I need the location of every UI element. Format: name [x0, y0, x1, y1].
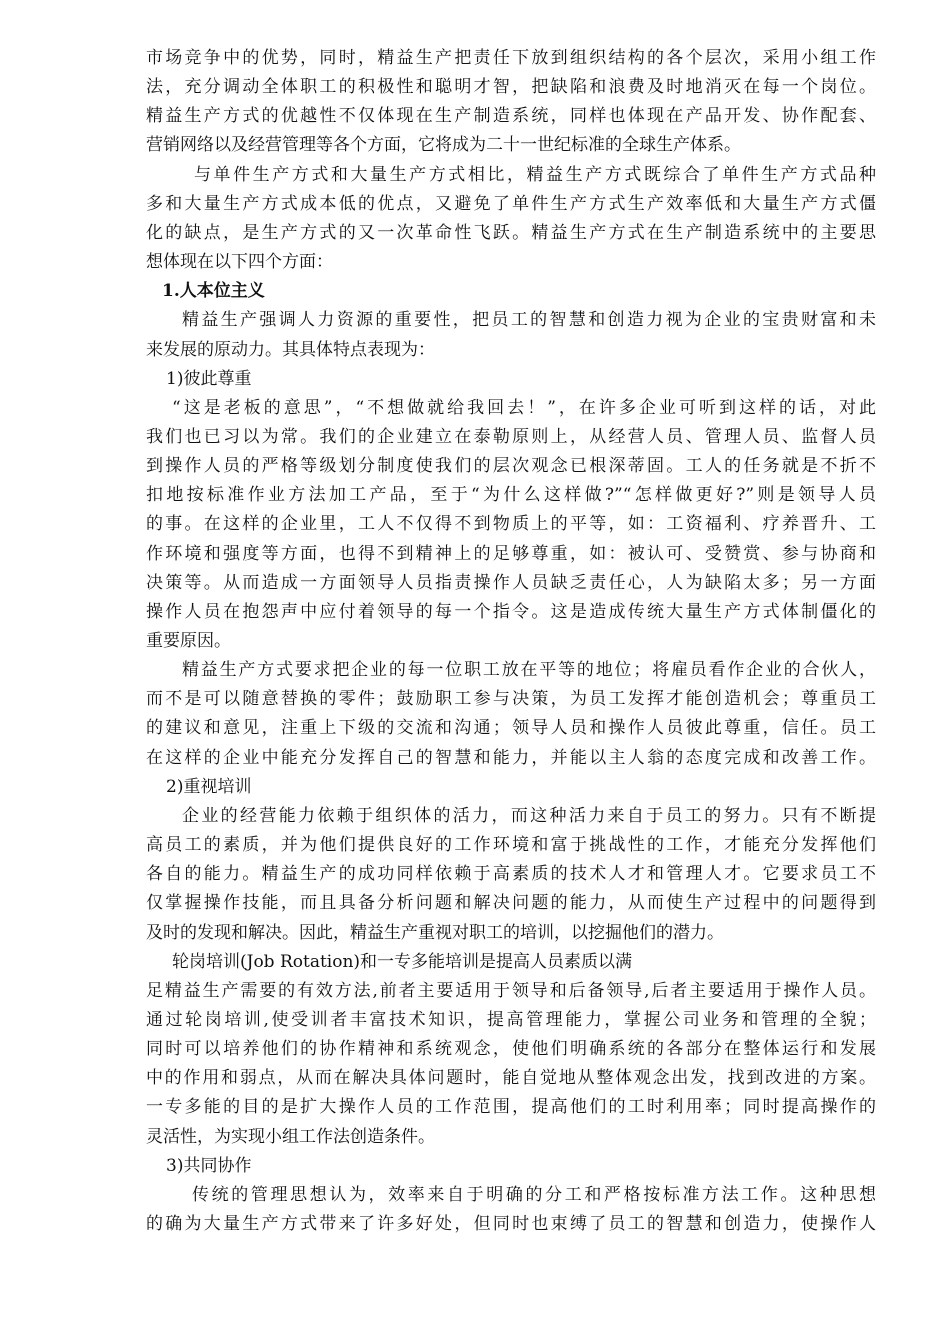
text-line: 在这样的企业中能充分发挥自己的智慧和能力，并能以主人翁的态度完成和改善工作。 — [146, 748, 876, 768]
text-line: 3)共同协作 — [166, 1156, 252, 1176]
text-line: 各自的能力。精益生产的成功同样依赖于高素质的技术人才和管理人才。它要求员工不 — [146, 864, 876, 884]
text-line: “这是老板的意思”，“不想做就给我回去！”，在许多企业可听到这样的话，对此 — [172, 398, 876, 418]
text-line: 中的作用和弱点，从而在解决具体问题时，能自觉地从整体观念出发，找到改进的方案。 — [146, 1068, 876, 1088]
text-line: 的确为大量生产方式带来了许多好处，但同时也束缚了员工的智慧和创造力，使操作人 — [146, 1214, 876, 1234]
text-line: 通过轮岗培训,使受训者丰富技术知识，提高管理能力，掌握公司业务和管理的全貌； — [146, 1010, 876, 1030]
text-line: 与单件生产方式和大量生产方式相比，精益生产方式既综合了单件生产方式品种 — [194, 165, 876, 185]
text-line: 想体现在以下四个方面： — [146, 252, 333, 272]
text-line: 高员工的素质，并为他们提供良好的工作环境和富于挑战性的工作，才能充分发挥他们 — [146, 835, 876, 855]
text-line: 多和大量生产方式成本低的优点，又避免了单件生产方式生产效率低和大量生产方式僵 — [146, 194, 876, 214]
text-line: 我们也已习以为常。我们的企业建立在泰勒原则上，从经营人员、管理人员、监督人员 — [146, 427, 876, 447]
text-line: 重要原因。 — [146, 631, 231, 651]
text-line: 灵活性，为实现小组工作法创造条件。 — [146, 1127, 435, 1147]
text-line: 市场竞争中的优势，同时，精益生产把责任下放到组织结构的各个层次，采用小组工作 — [146, 48, 876, 68]
text-line: 作环境和强度等方面，也得不到精神上的足够尊重，如：被认可、受赞赏、参与协商和 — [146, 544, 876, 564]
text-line: 法，充分调动全体职工的积极性和聪明才智，把缺陷和浪费及时地消灭在每一个岗位。 — [146, 77, 876, 97]
text-line: 来发展的原动力。其具体特点表现为： — [146, 340, 435, 360]
text-line: 精益生产方式的优越性不仅体现在生产制造系统，同样也体现在产品开发、协作配套、 — [146, 106, 876, 126]
text-line: 企业的经营能力依赖于组织体的活力，而这种活力来自于员工的努力。只有不断提 — [182, 806, 876, 826]
text-line: 精益生产强调人力资源的重要性，把员工的智慧和创造力视为企业的宝贵财富和未 — [182, 310, 876, 330]
text-line: 的建议和意见，注重上下级的交流和沟通；领导人员和操作人员彼此尊重，信任。员工 — [146, 718, 876, 738]
text-line: 而不是可以随意替换的零件；鼓励职工参与决策，为员工发挥才能创造机会；尊重员工 — [146, 689, 876, 709]
text-line: 1)彼此尊重 — [166, 369, 252, 389]
text-line: 传统的管理思想认为，效率来自于明确的分工和严格按标准方法工作。这种思想 — [192, 1185, 876, 1205]
text-line: 决策等。从而造成一方面领导人员指责操作人员缺乏责任心，人为缺陷太多；另一方面 — [146, 573, 876, 593]
text-line: 一专多能的目的是扩大操作人员的工作范围，提高他们的工时利用率；同时提高操作的 — [146, 1097, 876, 1117]
text-line: 及时的发现和解决。因此，精益生产重视对职工的培训，以挖掘他们的潜力。 — [146, 923, 724, 943]
text-line: 仅掌握操作技能，而且具备分析问题和解决问题的能力，从而使生产过程中的问题得到 — [146, 893, 876, 913]
text-line: 2)重视培训 — [166, 777, 252, 797]
text-line: 操作人员在抱怨声中应付着领导的每一个指令。这是造成传统大量生产方式体制僵化的 — [146, 602, 876, 622]
text-line: 足精益生产需要的有效方法,前者主要适用于领导和后备领导,后者主要适用于操作人员。 — [146, 981, 876, 1001]
text-line: 扣地按标准作业方法加工产品，至于“为什么这样做?”“怎样做更好?”则是领导人员 — [146, 485, 876, 505]
text-line: 的事。在这样的企业里，工人不仅得不到物质上的平等，如：工资福利、疗养晋升、工 — [146, 514, 876, 534]
text-line: 轮岗培训(Job Rotation)和一专多能培训是提高人员素质以满 — [172, 952, 633, 972]
text-line: 化的缺点，是生产方式的又一次革命性飞跃。精益生产方式在生产制造系统中的主要思 — [146, 223, 876, 243]
text-line: 精益生产方式要求把企业的每一位职工放在平等的地位；将雇员看作企业的合伙人， — [182, 660, 876, 680]
text-line: 营销网络以及经营管理等各个方面，它将成为二十一世纪标准的全球生产体系。 — [146, 135, 741, 155]
section-heading: 1.人本位主义 — [162, 281, 265, 301]
text-line: 到操作人员的严格等级划分制度使我们的层次观念已根深蒂固。工人的任务就是不折不 — [146, 456, 876, 476]
text-line: 同时可以培养他们的协作精神和系统观念，使他们明确系统的各部分在整体运行和发展 — [146, 1039, 876, 1059]
